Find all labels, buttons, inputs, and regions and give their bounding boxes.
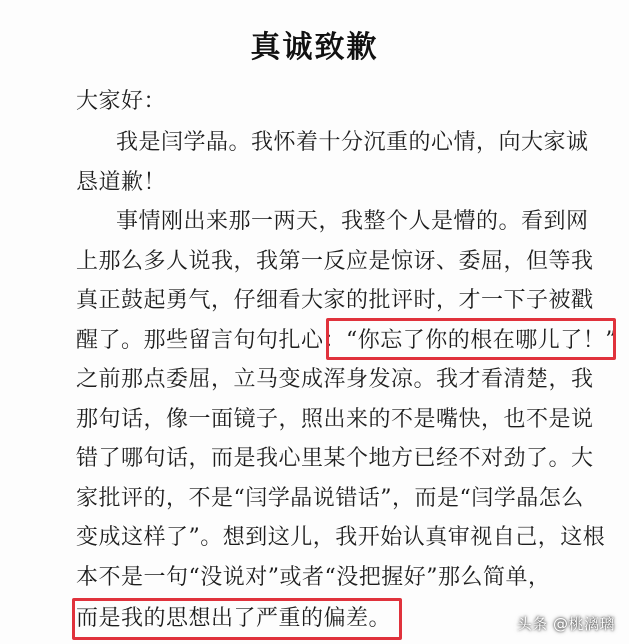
text-line: 之前那点委屈，立马变成浑身发凉。我才看清楚，我: [76, 367, 594, 392]
text-line: 那句话，像一面镜子，照出来的不是嘴快，也不是说: [76, 407, 594, 432]
text-line: 本不是一句“没说对”或者“没把握好”那么简单，: [76, 565, 551, 590]
text-line: 上那么多人说我，我第一反应是惊讶、委屈，但等我: [76, 249, 594, 274]
text-line: 醒了。那些留言句句扎心：“你忘了你的根在哪儿了！”: [76, 328, 617, 353]
text-line: 而是我的思想出了严重的偏差。: [76, 606, 392, 631]
text-line: 变成这样了”。想到这儿，我开始认真审视自己，这根: [76, 525, 606, 550]
document-title: 真诚致歉: [250, 30, 379, 65]
greeting-line: 大家好：: [76, 89, 167, 114]
text-line: 事情刚出来那一两天，我整个人是懵的。看到网: [116, 209, 589, 234]
text-line: 恳道歉！: [76, 170, 167, 195]
text-line: 家批评的，不是“闫学晶说错话”，而是“闫学晶怎么: [76, 486, 584, 511]
highlight-box-quote: [326, 318, 616, 360]
text-line: 真正鼓起勇气，仔细看大家的批评时，才一下子被戳: [76, 288, 594, 313]
highlight-box-conclusion: [72, 598, 402, 640]
watermark-text: 头条 @桃漓璃: [516, 615, 615, 633]
text-line: 我是闫学晶。我怀着十分沉重的心情，向大家诚: [116, 130, 589, 155]
text-line: 错了哪句话，而是我心里某个地方已经不对劲了。大: [76, 446, 594, 471]
